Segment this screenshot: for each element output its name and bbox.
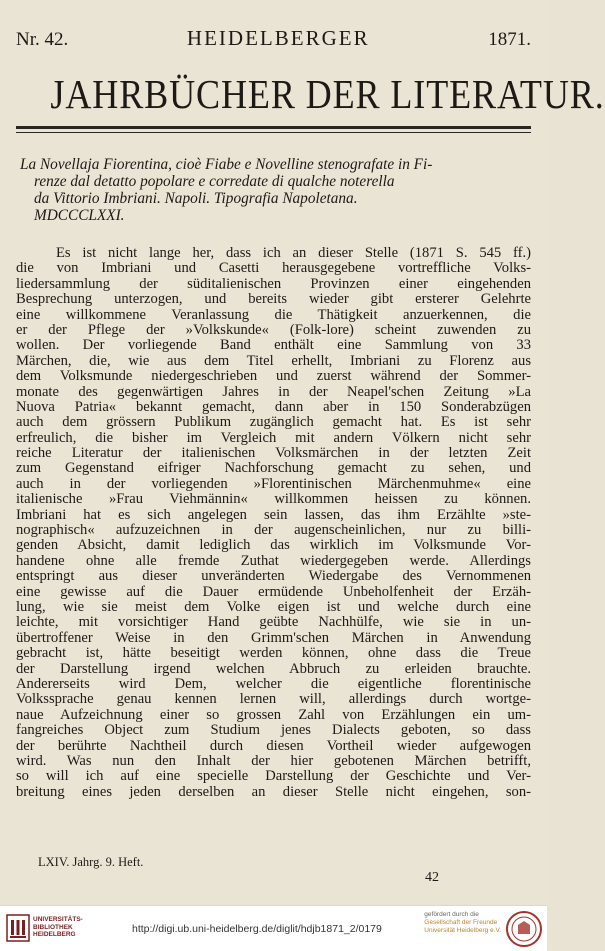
- university-library-logo-icon[interactable]: [6, 914, 30, 942]
- body-line: Es ist nicht lange her, dass ich an dieser Stelle (1871 S. 545 ff.): [56, 245, 531, 261]
- citation-line: La Novellaja Fiorentina, cioè Fiabe e Novelline stenografate in Fi-: [20, 156, 433, 173]
- body-line: breitung eines jeden derselben an dieser Stelle nicht eingehen, son-: [16, 783, 531, 800]
- body-line: Besprechung unterzogen, und bereits wieder gibt ersterer Gelehrte: [16, 291, 531, 308]
- running-header: [16, 26, 531, 50]
- body-line: Imbriani hat es sich angelegen sein lassen, das ihm Erzählte »ste-: [16, 506, 531, 523]
- book-citation: [20, 156, 519, 224]
- body-line: leichte, mit vorsichtiger Hand geübte Nachhülfe, wie sie in un-: [16, 614, 531, 631]
- body-line: zum Gegenstand eifriger Nachforschung gemacht zu sehen, und: [16, 460, 531, 477]
- body-line: Nuova Patria« bekannt gemacht, dann aber in 150 Sonderabzügen: [16, 398, 531, 415]
- title-rule-thick: [16, 126, 531, 129]
- citation-line: renze dal detatto popolare e corredate di qualche noterella: [34, 173, 395, 190]
- body-line: auch dem grössern Publikum zugänglich gemacht hat. Es ist sehr: [16, 414, 531, 431]
- body-line: naue Aufzeichnung einer so grossen Zahl von Erzählungen ein um-: [16, 706, 531, 723]
- body-line: wird. Was nun den Inhalt der hier gebotenen Märchen betrifft,: [16, 752, 531, 769]
- body-line: so will ich auf eine specielle Darstellung der Geschichte und Ver-: [16, 768, 531, 785]
- library-name[interactable]: UNIVERSITÄTS- BIBLIOTHEK HEIDELBERG: [33, 916, 83, 938]
- viewer-footer-bar: [0, 905, 547, 951]
- body-line: wollen. Der vorliegende Band enthält eine Sammlung von 33: [16, 337, 531, 354]
- funding-note: gefördert durch die Gesellschaft der Freunde Universität Heidelberg e.V.: [424, 911, 501, 934]
- review-body-text: [16, 246, 531, 800]
- body-line: der berührte Nachtheil durch diesen Vortheil wieder aufgewogen: [16, 737, 531, 754]
- university-seal-icon[interactable]: [505, 910, 543, 948]
- sheet-signature: LXIV. Jahrg. 9. Heft.: [38, 855, 144, 869]
- permalink-url[interactable]: http://digi.ub.uni-heidelberg.de/diglit/hdjb1871_2/0179: [132, 923, 382, 935]
- citation-line: da Vittorio Imbriani. Napoli. Tipografia Napoletana.: [34, 190, 358, 207]
- body-line: die von Imbriani und Casetti herausgegebene vortreffliche Volks-: [16, 260, 531, 277]
- body-line: eine willkommene Veranlassung die Thätigkeit anzuerkennen, die: [16, 306, 531, 323]
- body-line: liedersammlung der süditalienischen Provinzen einer eingehenden: [16, 275, 531, 292]
- body-line: genden Absicht, damit lediglich das wirklich im Volksmunde Vor-: [16, 537, 531, 554]
- body-line: entspringt aus dieser unveränderten Wiedergabe des Vernommenen: [16, 568, 531, 585]
- body-line: italienische »Frau Viehmännin« willkommen heissen zu können.: [16, 491, 531, 508]
- body-line: nographisch« aufzuzeichnen in der augenscheinlichen, nur zu billi-: [16, 522, 531, 539]
- citation-line: MDCCCLXXI.: [34, 207, 125, 224]
- body-line: gebracht ist, hätte beseitigt werden können, ohne dass die Treue: [16, 645, 531, 662]
- body-line: er der Pflege der »Volkskunde« (Folk-lore) scheint zuwenden zu: [16, 321, 531, 338]
- issue-year: 1871.: [488, 29, 531, 50]
- title-rule-thin: [16, 132, 531, 133]
- body-line: handene ohne alle fremde Zuthat wiedergegeben werde. Allerdings: [16, 552, 531, 569]
- body-line: reiche Literatur der italienischen Volksmärchen in der letzten Zeit: [16, 445, 531, 462]
- page-number: 42: [425, 870, 439, 885]
- journal-title: JAHRBÜCHER DER LITERATUR.: [50, 71, 605, 117]
- journal-name: HEIDELBERGER: [186, 26, 370, 50]
- body-line: lung, wie sie meist dem Volke eigen ist und welche durch eine: [16, 598, 531, 615]
- body-line: Andererseits wird Dem, welcher die eigentliche florentinische: [16, 675, 531, 692]
- body-line: fangreiches Object zum Studium jenes Dialects geboten, so dass: [16, 722, 531, 739]
- body-line: Volkssprache genau kennen lernen will, allerdings durch wortge-: [16, 691, 531, 708]
- body-line: der Darstellung irgend welchen Abbruch zu erleiden brauchte.: [16, 660, 531, 677]
- body-line: auch in der vorliegenden »Florentinischen Märchenmuhme« eine: [16, 475, 531, 492]
- issue-number: Nr. 42.: [16, 29, 69, 50]
- body-line: dem Volksmunde niedergeschrieben und zuerst während der Sommer-: [16, 368, 531, 385]
- body-line: erfreulich, die bisher im Vergleich mit andern Völkern nicht sehr: [16, 429, 531, 446]
- body-line: eine gewisse auf die Dauer ermüdende Unbeholfenheit der Erzäh-: [16, 583, 531, 600]
- body-line: Märchen, die, wie aus dem Titel erhellt, Imbriani zu Florenz aus: [16, 352, 531, 369]
- body-line: übertroffener Weise in den Grimm'schen Märchen in Anwendung: [16, 629, 531, 646]
- body-line: monate des gegenwärtigen Jahres in der Neapel'schen Zeitung »La: [16, 383, 531, 400]
